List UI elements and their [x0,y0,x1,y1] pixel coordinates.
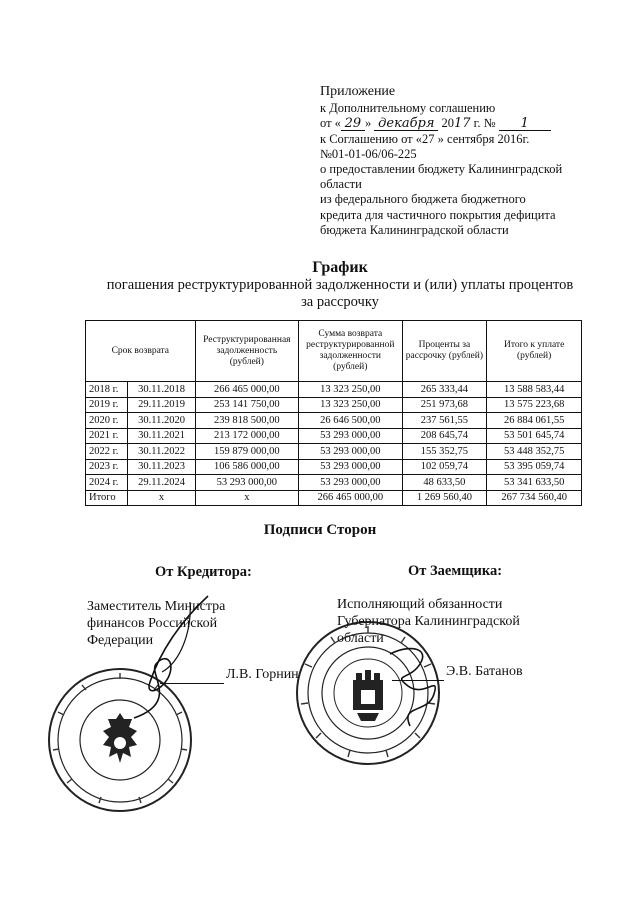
appendix-line5: о предоставлении бюджету Калининградской [320,162,563,177]
cell-repayment: 13 323 250,00 [299,382,402,398]
cell-year: 2020 г. [86,413,128,429]
cell-total: 13 575 223,68 [487,397,582,413]
total-sum: 267 734 560,40 [487,490,582,506]
appendix-line9: бюджета Калининградской области [320,222,509,237]
date-sep: » [364,116,372,131]
cell-interest: 155 352,75 [402,444,487,460]
date-month: декабря [374,117,438,131]
cell-debt: 106 586 000,00 [195,459,298,475]
cell-debt: 213 172 000,00 [195,428,298,444]
cell-total: 53 341 633,50 [487,475,582,491]
borrower-position-line2: Губернатора Калининградской [337,614,520,629]
creditor-position [87,598,225,649]
schedule-title: График [312,259,368,276]
header-restructured-debt: Реструктурированная задолженность (рублей) [195,321,298,382]
cell-interest: 208 645,74 [402,428,487,444]
cell-interest: 265 333,44 [402,382,487,398]
appendix-line6: области [320,177,362,192]
table-row [86,444,582,460]
appendix-title: Приложение [320,84,396,99]
table-row [86,382,582,398]
cell-date: 29.11.2024 [128,475,195,491]
creditor-name: Л.В. Горнин [226,667,299,682]
total-repayment: 266 465 000,00 [299,490,402,506]
table-row [86,459,582,475]
signatures-title: Подписи Сторон [263,522,377,538]
cell-year: 2024 г. [86,475,128,491]
cell-repayment: 26 646 500,00 [299,413,402,429]
appendix-line8: кредита для частичного покрытия дефицита [320,207,556,222]
borrower-position-line1: Исполняющий обязанности [337,597,503,612]
cell-debt: 253 141 750,00 [195,397,298,413]
total-x-2: х [195,490,298,506]
borrower-label: От Заемщика: [408,563,503,579]
cell-repayment: 53 293 000,00 [299,444,402,460]
borrower-position-line3: области [337,631,384,646]
cell-date: 30.11.2023 [128,459,195,475]
header-interest: Проценты за рассрочку (рублей) [402,321,487,382]
cell-year: 2022 г. [86,444,128,460]
cell-debt: 159 879 000,00 [195,444,298,460]
appendix-date-line [320,116,620,131]
cell-year: 2018 г. [86,382,128,398]
table-row [86,397,582,413]
cell-date: 29.11.2019 [128,397,195,413]
cell-total: 26 884 061,55 [487,413,582,429]
header-total: Итого к уплате (рублей) [487,321,582,382]
cell-total: 13 588 583,44 [487,382,582,398]
header-term: Срок возврата [86,321,196,382]
creditor-signature-line [160,683,224,684]
cell-total: 53 448 352,75 [487,444,582,460]
appendix-line1: к Дополнительному соглашению [320,101,496,116]
cell-repayment: 13 323 250,00 [299,397,402,413]
borrower-name: Э.В. Батанов [446,664,523,679]
year-suffix: г. № [473,116,496,131]
cell-year: 2023 г. [86,459,128,475]
creditor-label: От Кредитора: [155,564,252,580]
appendix-line7: из федерального бюджета бюджетного [320,192,526,207]
agreement-number: 1 [499,117,551,131]
cell-date: 30.11.2021 [128,428,195,444]
total-x-1: х [128,490,195,506]
creditor-position-line2: финансов Российской [87,616,218,631]
cell-interest: 102 059,74 [402,459,487,475]
appendix-block [320,84,620,238]
table-row [86,413,582,429]
cell-total: 53 501 645,74 [487,428,582,444]
cell-repayment: 53 293 000,00 [299,475,402,491]
date-prefix: от « [320,116,341,131]
cell-debt: 53 293 000,00 [195,475,298,491]
schedule-heading [60,258,620,311]
cell-year: 2021 г. [86,428,128,444]
total-interest: 1 269 560,40 [402,490,487,506]
date-day: 29 [341,117,365,131]
cell-debt: 266 465 000,00 [195,382,298,398]
table-row [86,475,582,491]
total-label: Итого [86,490,128,506]
cell-interest: 237 561,55 [402,413,487,429]
schedule-subtitle-2: за рассрочку [301,294,379,310]
cell-interest: 48 633,50 [402,475,487,491]
repayment-table [85,320,582,506]
cell-repayment: 53 293 000,00 [299,459,402,475]
cell-total: 53 395 059,74 [487,459,582,475]
cell-debt: 239 818 500,00 [195,413,298,429]
borrower-signature-icon [380,634,460,734]
table-header-row [86,321,582,382]
cell-interest: 251 973,68 [402,397,487,413]
creditor-position-line3: Федерации [87,633,154,648]
year-hand: 17 [453,116,471,132]
appendix-line4: №01-01-06/06-225 [320,146,417,161]
cell-date: 30.11.2022 [128,444,195,460]
borrower-position [337,596,520,647]
year-prefix: 20 [441,116,454,131]
borrower-signature-line [392,680,444,681]
table-row [86,428,582,444]
table-total-row [86,490,582,506]
schedule-subtitle-1: погашения реструктурированной задолженности и (или) уплаты процентов [106,277,574,293]
cell-date: 30.11.2018 [128,382,195,398]
cell-year: 2019 г. [86,397,128,413]
header-repayment-amount: Сумма возврата реструктурированной задолженности (рублей) [299,321,402,382]
cell-repayment: 53 293 000,00 [299,428,402,444]
appendix-line3: к Соглашению от «27 » сентября 2016г. [320,131,530,146]
cell-date: 30.11.2020 [128,413,195,429]
creditor-position-line1: Заместитель Министра [87,599,226,614]
